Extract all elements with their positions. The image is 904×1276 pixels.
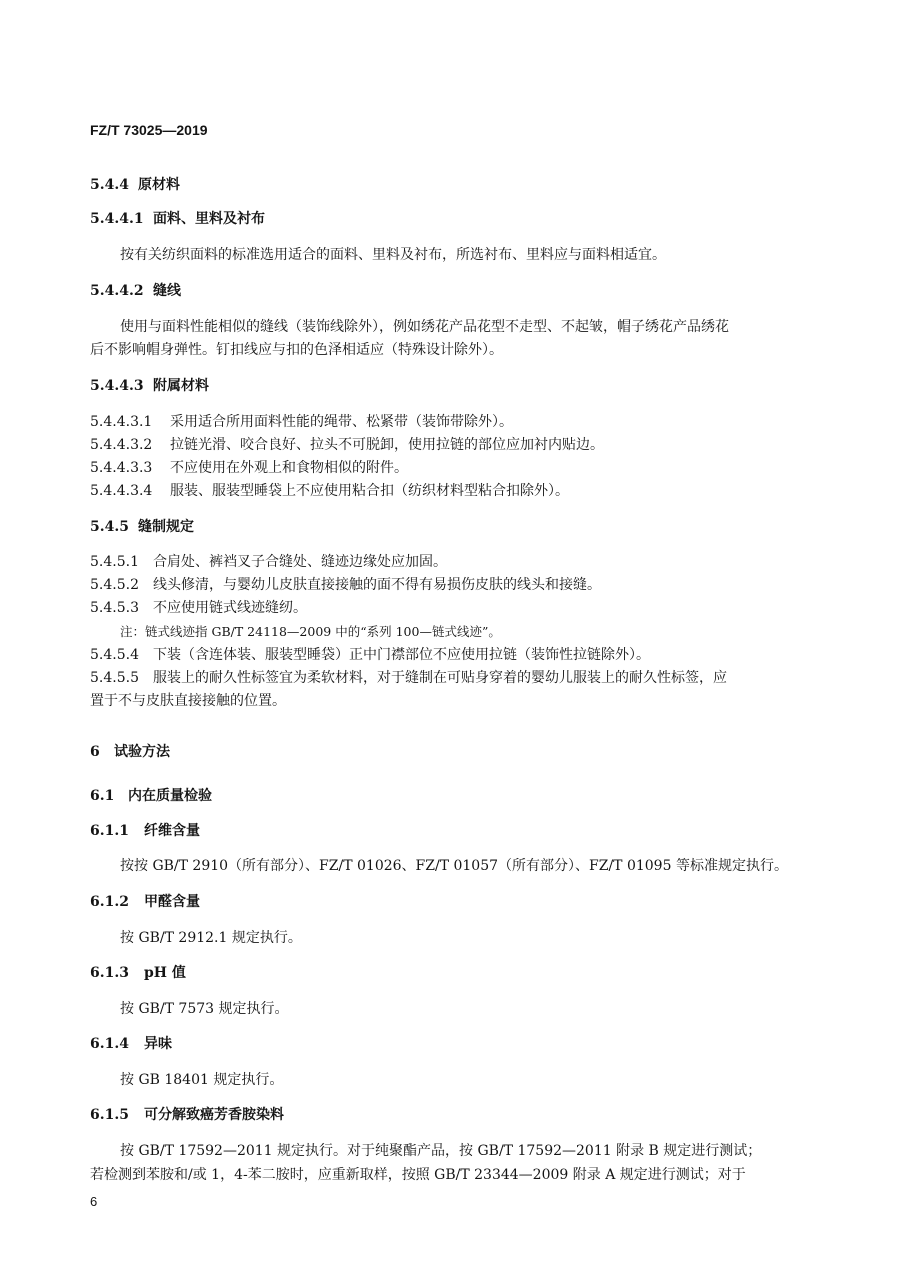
clause-text: 不应使用在外观上和食物相似的附件。 — [170, 460, 408, 476]
clause-title: 内在质量检验 — [128, 788, 212, 804]
clause-number: 5.4.5.5 — [90, 670, 139, 686]
clause-text: 服装、服装型睡袋上不应使用粘合扣（纺织材料型粘合扣除外）。 — [170, 483, 569, 499]
clause-title: 缝制规定 — [138, 519, 194, 535]
clause-heading — [90, 822, 200, 840]
clause-title: pH 值 — [144, 965, 186, 981]
clause-number: 5.4.4.2 — [90, 283, 144, 299]
clause-line — [90, 413, 513, 431]
clause-title: 附属材料 — [153, 378, 209, 394]
clause-text: 下装（含连体装、服装型睡袋）正中门襟部位不应使用拉链（装饰性拉链除外）。 — [153, 647, 650, 663]
clause-text: 采用适合所用面料性能的绳带、松紧带（装饰带除外）。 — [170, 414, 513, 430]
section-title: 试验方法 — [114, 744, 170, 760]
clause-title: 原材料 — [138, 177, 180, 193]
clause-line — [90, 553, 447, 571]
clause-text: 合肩处、裤裆叉子合缝处、缝迹边缘处应加固。 — [153, 554, 447, 570]
standard-number: FZ/T 73025—2019 — [90, 122, 208, 138]
clause-number: 5.4.4 — [90, 177, 129, 193]
paragraph-line: 按 GB/T 2912.1 规定执行。 — [120, 930, 302, 946]
paragraph-line: 后不影响帽身弹性。钉扣线应与扣的色泽相适应（特殊设计除外）。 — [90, 342, 503, 358]
clause-line — [90, 576, 601, 594]
clause-number: 6.1 — [90, 788, 115, 804]
clause-text: 不应使用链式线迹缝纫。 — [153, 600, 307, 616]
clause-heading — [90, 282, 181, 300]
page-number: 6 — [90, 1194, 98, 1209]
paragraph-line: 按有关纺织面料的标准选用适合的面料、里料及衬布，所选衬布、里料应与面料相适宜。 — [120, 247, 666, 263]
clause-title: 面料、里料及衬布 — [153, 211, 265, 227]
clause-line — [90, 459, 408, 477]
clause-number: 5.4.5 — [90, 519, 129, 535]
clause-line — [90, 646, 650, 664]
clause-title: 甲醛含量 — [144, 894, 200, 910]
paragraph-line: 按 GB/T 7573 规定执行。 — [120, 1001, 289, 1017]
clause-number: 5.4.5.3 — [90, 600, 139, 616]
clause-heading — [90, 1106, 284, 1124]
clause-heading — [90, 518, 194, 536]
clause-heading — [90, 787, 212, 805]
clause-text: 拉链光滑、咬合良好、拉头不可脱卸，使用拉链的部位应加衬内贴边。 — [170, 437, 604, 453]
note-line: 注：链式线迹指 GB/T 24118—2009 中的“系列 100—链式线迹”。 — [120, 624, 501, 639]
section-heading — [90, 743, 170, 761]
clause-heading — [90, 964, 186, 982]
paragraph-line: 按 GB/T 17592—2011 规定执行。对于纯聚酯产品，按 GB/T 17592—2011 附录 B 规定进行测试； — [120, 1143, 762, 1159]
clause-number: 5.4.5.1 — [90, 554, 139, 570]
clause-heading — [90, 210, 265, 228]
clause-number: 5.4.5.2 — [90, 577, 139, 593]
clause-number: 6.1.2 — [90, 894, 129, 910]
clause-number: 5.4.4.3.2 — [90, 437, 153, 453]
clause-heading — [90, 893, 200, 911]
clause-title: 纤维含量 — [144, 823, 200, 839]
clause-title: 缝线 — [153, 283, 181, 299]
paragraph-line: 按 GB 18401 规定执行。 — [120, 1072, 284, 1088]
clause-text: 线头修清，与婴幼儿皮肤直接接触的面不得有易损伤皮肤的线头和接缝。 — [153, 577, 601, 593]
clause-number: 6.1.4 — [90, 1036, 129, 1052]
clause-number: 6.1.3 — [90, 965, 129, 981]
clause-number: 5.4.4.3.1 — [90, 414, 153, 430]
clause-number: 5.4.5.4 — [90, 647, 139, 663]
clause-number: 5.4.4.1 — [90, 211, 144, 227]
paragraph-line: 使用与面料性能相似的缝线（装饰线除外），例如绣花产品花型不走型、不起皱，帽子绣花产品绣花 — [120, 319, 729, 335]
clause-number: 5.4.4.3.4 — [90, 483, 153, 499]
paragraph-line: 按按 GB/T 2910（所有部分）、FZ/T 01026、FZ/T 01057（所有部分）、FZ/T 01095 等标准规定执行。 — [120, 858, 788, 874]
clause-line — [90, 482, 569, 500]
clause-number: 6.1.5 — [90, 1107, 129, 1123]
clause-heading — [90, 1035, 172, 1053]
clause-title: 异味 — [144, 1036, 172, 1052]
clause-number: 5.4.4.3.3 — [90, 460, 153, 476]
clause-line — [90, 436, 604, 454]
clause-number: 5.4.4.3 — [90, 378, 144, 394]
paragraph-line: 若检测到苯胺和/或 1，4-苯二胺时，应重新取样，按照 GB/T 23344—2009 附录 A 规定进行测试；对于 — [90, 1167, 746, 1183]
clause-heading — [90, 176, 180, 194]
clause-title: 可分解致癌芳香胺染料 — [144, 1107, 284, 1123]
clause-text: 服装上的耐久性标签宜为柔软材料，对于缝制在可贴身穿着的婴幼儿服装上的耐久性标签，应 — [153, 670, 727, 686]
section-number: 6 — [90, 744, 100, 760]
clause-number: 6.1.1 — [90, 823, 129, 839]
paragraph-line: 置于不与皮肤直接接触的位置。 — [90, 693, 286, 709]
clause-line — [90, 599, 307, 617]
clause-heading — [90, 377, 209, 395]
clause-line — [90, 669, 727, 687]
